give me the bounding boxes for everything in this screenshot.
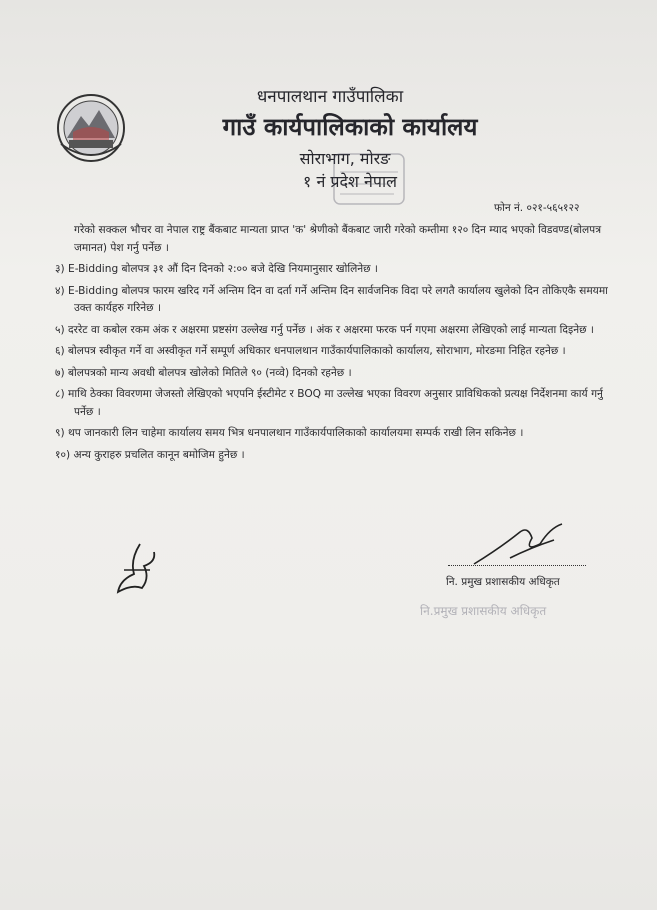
- paragraph-bid-bond: गरेको सक्कल भौचर वा नेपाल राष्ट्र बैंकबाट मान्यता प्राप्त 'क' श्रेणीको बैंकबाट जारी गरेको कम्तीमा १२० दिन म्याद भएको विडवण्ड(बोलपत्र जमानत) पेश गर्नु पर्नेछ ।: [74, 224, 602, 254]
- clause-6: ६) बोलपत्र स्वीकृत गर्ने वा अस्वीकृत गर्ने सम्पूर्ण अधिकार धनपालथान गाउँकार्यपालिकाको कार्यालय, सोराभाग, मोरङमा निहित रहनेछ ।: [55, 345, 566, 357]
- clause-8: ८) माथि ठेक्का विवरणमा जेजस्तो लेखिएको भएपनि ईस्टीमेट र BOQ मा उल्लेख भएका विवरण अनुसार प्राविधिकको प्रत्यक्ष निर्देशनमा कार्य गर्नु पर्नेछ ।: [55, 388, 603, 418]
- signature-line: [448, 565, 586, 566]
- province-name: १ नं प्रदेश नेपाल: [303, 172, 397, 191]
- office-location: सोराभाग, मोरङ: [299, 149, 391, 168]
- signatory-designation: नि. प्रमुख प्रशासकीय अधिकृत: [446, 576, 560, 588]
- clause-10: १०) अन्य कुराहरु प्रचलित कानून बमोजिम हुनेछ ।: [55, 448, 245, 461]
- designation-stamp: नि.प्रमुख प्रशासकीय अधिकृत: [420, 604, 547, 618]
- clause-3: ३) E-Bidding बोलपत्र ३१ औं दिन दिनको २:०० बजे देखि नियमानुसार खोलिनेछ ।: [55, 263, 378, 275]
- phone-number: फोन नं. ०२१-५६५१२२: [494, 202, 580, 214]
- municipality-name: धनपालथान गाउँपालिका: [256, 87, 404, 107]
- office-title: गाउँ कार्यपालिकाको कार्यालय: [222, 113, 478, 141]
- document-body: [55, 222, 615, 468]
- clause-9: ९) थप जानकारी लिन चाहेमा कार्यालय समय भित्र धनपालथान गाउँकार्यपालिकाको कार्यालयमा सम्पर्क राखी लिन सकिनेछ ।: [55, 427, 524, 439]
- clause-4: ४) E-Bidding बोलपत्र फारम खरिद गर्ने अन्तिम दिन वा दर्ता गर्ने अन्तिम दिन सार्वजनिक विदा परे लगतै कार्यालय खुलेको दिन तोकिएकै समयमा उक्त कार्यहरु गरिनेछ ।: [55, 284, 608, 314]
- clause-5: ५) दररेट वा कबोल रकम अंक र अक्षरमा प्रष्टसंग उल्लेख गर्नु पर्नेछ । अंक र अक्षरमा फरक पर्न गएमा अक्षरमा लेखिएको लाई मान्यता दिइनेछ ।: [55, 323, 594, 336]
- government-emblem-icon: [55, 92, 127, 164]
- clause-7: ७) बोलपत्रको मान्य अवधी बोलपत्र खोलेको मितिले ९० (नव्वे) दिनको रहनेछ ।: [55, 366, 352, 379]
- right-signature-icon: [470, 518, 570, 570]
- left-signature-icon: [110, 540, 162, 600]
- office-stamp-icon: [330, 150, 408, 208]
